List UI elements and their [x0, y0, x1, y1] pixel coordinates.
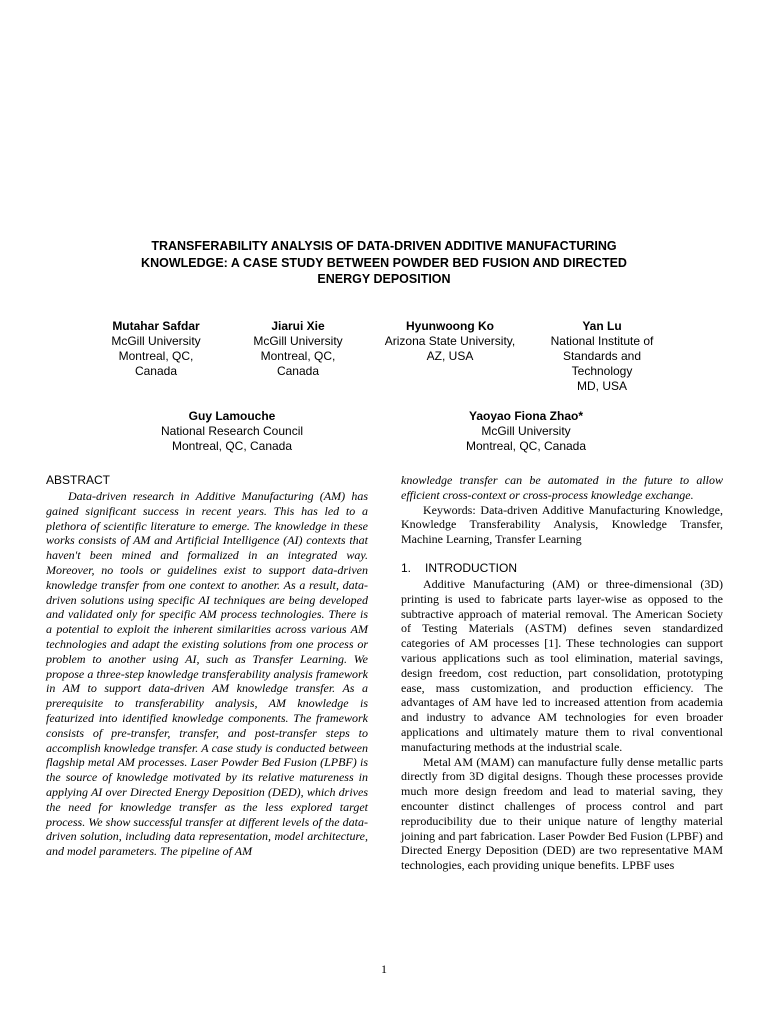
abstract-text: Data-driven research in Additive Manufacturing (AM) has gained significant success in recent years. This has led to a plethora of scientific literature to emerge. The knowledge in these works consists of AM and Artificial Intelligence (AI) contexts that haven't been mined and formalized in an integrated way. Moreover, no tools or guidelines exist to support data-driven knowledge transfer from one context to another. As a result, data-driven solutions using specific AI techniques are being developed and validated only for specific AM process technologies. There is a potential to exploit the inherent similarities across various AM technologies and adapt the existing solutions from one process or problem to another using AI, such as Transfer Learning. We propose a three-step knowledge transferability analysis framework in AM to support data-driven AM knowledge transfer. As a prerequisite to transferability analysis, AM knowledge is featurized into identified knowledge components. The framework consists of pre-transfer, transfer, and post-transfer steps to accomplish knowledge transfer. A case study is conducted between flagship metal AM processes. Laser Powder Bed Fusion (LPBF) is the source of knowledge motivated by its relative matureness in applying AI over Directed Energy Deposition (DED), which drives the need for knowledge transfer as the less explored target process. We show successful transfer at different levels of the data-driven solution, including data representation, model architecture, and model parameters. The pipeline of AM: [46, 489, 368, 859]
left-column: [46, 473, 368, 859]
author-name: Yan Lu: [582, 319, 622, 333]
title-line: KNOWLEDGE: A CASE STUDY BETWEEN POWDER BED FUSION AND DIRECTED: [141, 255, 627, 270]
abstract-heading: ABSTRACT: [46, 473, 111, 487]
author-affiliation: Canada: [276, 364, 320, 378]
author-name: Mutahar Safdar: [112, 319, 200, 333]
right-column: [401, 473, 723, 873]
author-affiliation: Montreal, QC,: [118, 349, 194, 363]
intro-paragraph: Additive Manufacturing (AM) or three-dimensional (3D) printing is used to fabricate parts layer-wise as opposed to the subtractive approach of material removal. The American Society of Testing Materials (ASTM) defines seven standardized categories of AM processes [1]. These technologies can support various applications such as tool elimination, material savings, design freedom, cost reduction, part consolidation, prototyping ease, mass customization, and production efficiency. The advantages of AM have led to increased attention from academia and industry to advance AM technologies for even broader applications and ultimately mature them to rival conventional manufacturing methods at the industrial scale.: [401, 576, 723, 754]
section-number: 1.: [401, 560, 412, 575]
author-affiliation: Montreal, QC, Canada: [465, 439, 587, 453]
section-heading: [401, 561, 723, 576]
author-affiliation: Canada: [134, 364, 178, 378]
author-name: Yaoyao Fiona Zhao*: [468, 409, 584, 423]
author-affiliation: McGill University: [481, 424, 571, 438]
title-line: TRANSFERABILITY ANALYSIS OF DATA-DRIVEN ADDITIVE MANUFACTURING: [151, 239, 617, 253]
author-block: [86, 319, 226, 379]
author-affiliation: National Research Council: [160, 424, 304, 438]
keywords: Keywords: Data-driven Additive Manufacturing Knowledge, Knowledge Transferability Analysis, Knowledge Transfer, Machine Learning, Transfer Learning: [401, 502, 723, 547]
intro-paragraph: Metal AM (MAM) can manufacture fully dense metallic parts directly from 3D digital designs. Though these processes provide much more design freedom and lead to material saving, they encounter distinct challenges of process control and part reproducibility due to their unique nature of lengthy material joining and part fabrication. Laser Powder Bed Fusion (LPBF) and Directed Energy Deposition (DED) are two representative MAM technologies, each providing unique benefits. LPBF uses: [401, 754, 723, 873]
author-name: Guy Lamouche: [188, 409, 276, 423]
author-name: Jiarui Xie: [271, 319, 325, 333]
author-affiliation: Standards and: [562, 349, 642, 363]
author-affiliation: Arizona State University,: [384, 334, 516, 348]
author-block: [532, 319, 672, 394]
author-name: Hyunwoong Ko: [406, 319, 494, 333]
abstract-continued: knowledge transfer can be automated in the future to allow efficient cross-context or cross-process knowledge exchange.: [401, 473, 723, 502]
author-block: [132, 409, 332, 454]
author-affiliation: Montreal, QC, Canada: [171, 439, 293, 453]
author-affiliation: MD, USA: [576, 379, 627, 393]
page-number: 1: [381, 962, 387, 976]
author-affiliation: McGill University: [253, 334, 343, 348]
author-block: [228, 319, 368, 379]
author-affiliation: Montreal, QC,: [260, 349, 336, 363]
author-block: [370, 319, 530, 364]
paper-title: [100, 238, 668, 288]
author-block: [426, 409, 626, 454]
title-line: ENERGY DEPOSITION: [317, 272, 451, 286]
author-affiliation: McGill University: [111, 334, 201, 348]
author-affiliation: Technology: [571, 364, 633, 378]
author-affiliation: National Institute of: [550, 334, 654, 348]
author-affiliation: AZ, USA: [426, 349, 474, 363]
section-title: INTRODUCTION: [425, 560, 517, 575]
